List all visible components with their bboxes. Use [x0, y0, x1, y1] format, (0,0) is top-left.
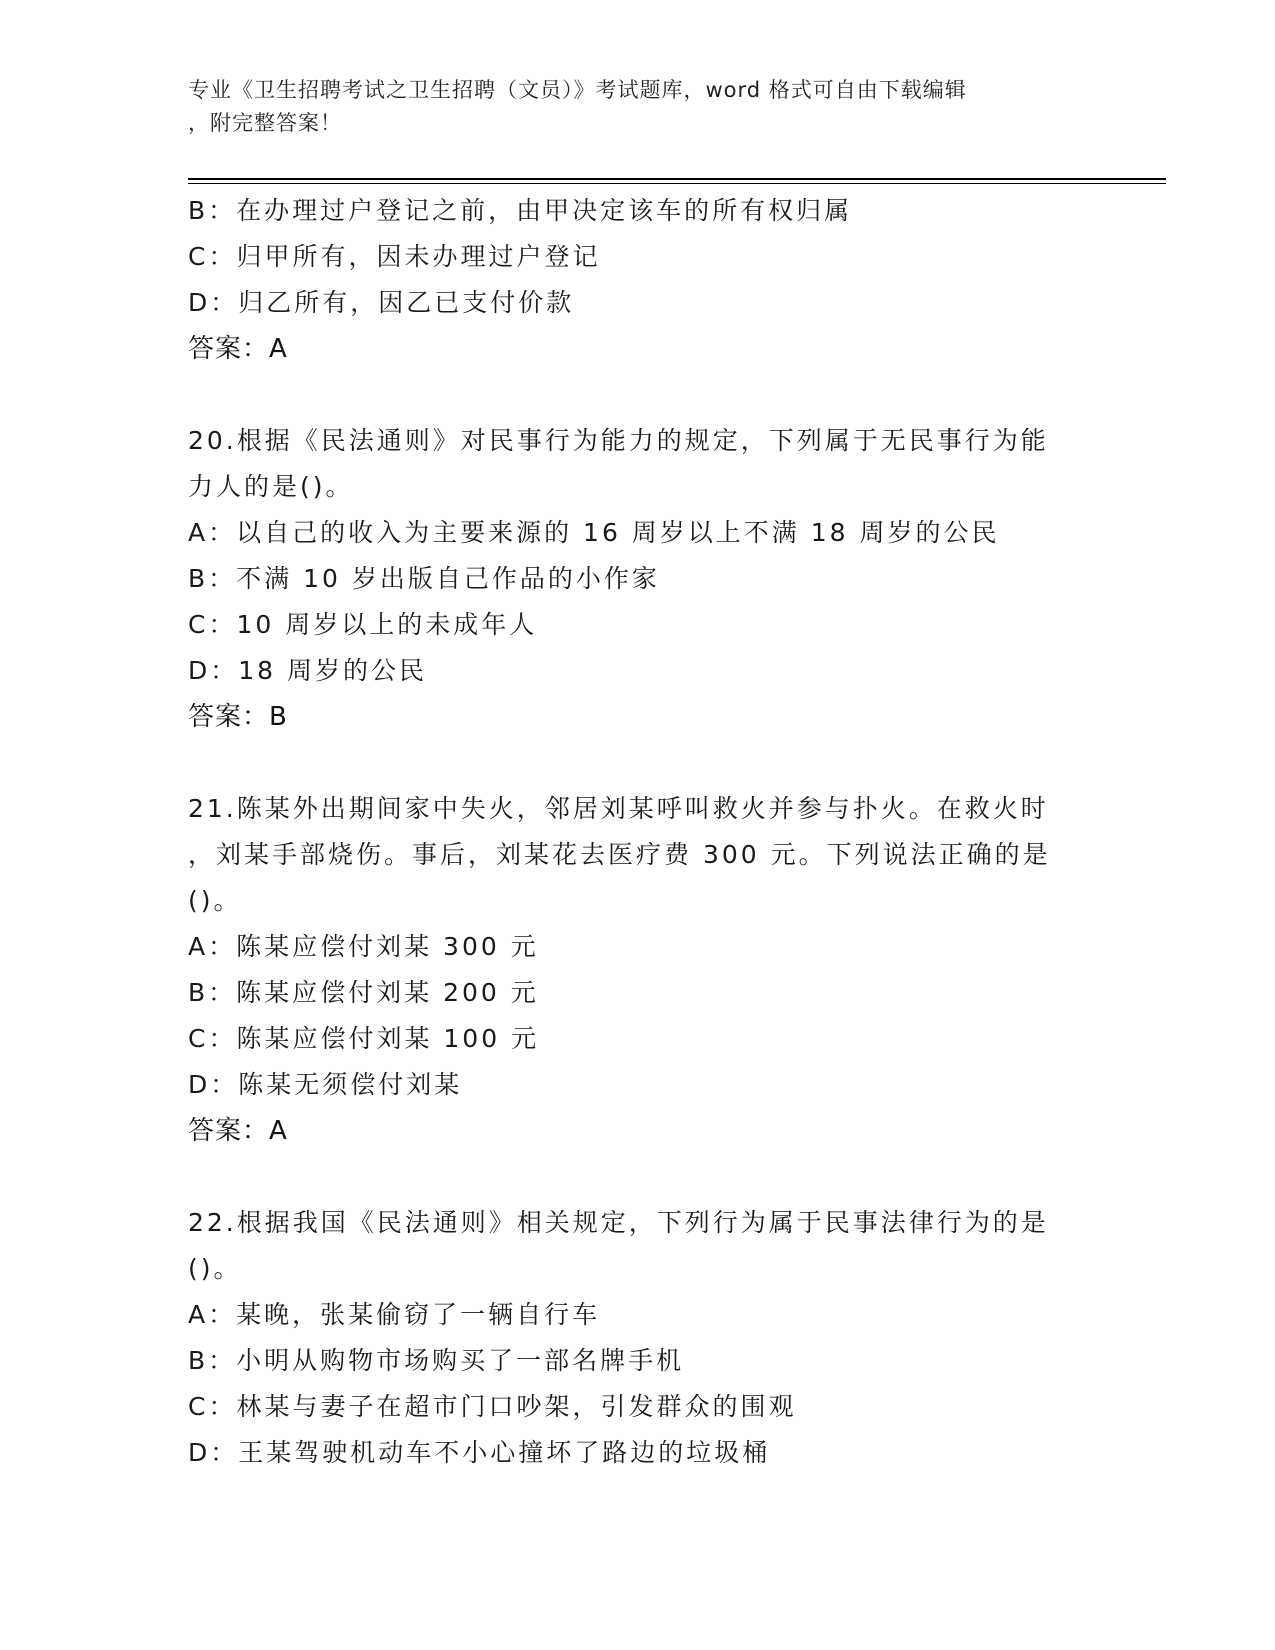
option-d: D：归乙所有，因乙已支付价款 [188, 288, 575, 317]
option-d: D：王某驾驶机动车不小心撞坏了路边的垃圾桶 [188, 1438, 771, 1467]
header-divider-thick [188, 178, 1166, 180]
option-a: A：以自己的收入为主要来源的 16 周岁以上不满 18 周岁的公民 [188, 518, 1000, 547]
option-c: C：陈某应偿付刘某 100 元 [188, 1024, 540, 1053]
answer-label: 答案：A [188, 1116, 288, 1146]
document-header [188, 74, 1078, 140]
option-b: B：小明从购物市场购买了一部名牌手机 [188, 1346, 685, 1375]
option-c: C：归甲所有，因未办理过户登记 [188, 242, 601, 271]
question-text-line: 20.根据《民法通则》对民事行为能力的规定，下列属于无民事行为能 [188, 426, 1049, 455]
question-content [188, 188, 1088, 1476]
question-text-line: ，刘某手部烧伤。事后，刘某花去医疗费 300 元。下列说法正确的是 [188, 840, 1051, 869]
answer-label: 答案：A [188, 334, 288, 364]
question-21 [188, 786, 1088, 1154]
question-text-line: 力人的是()。 [188, 472, 354, 501]
question-20 [188, 418, 1088, 740]
question-text-line: ()。 [188, 886, 242, 915]
option-b: B：不满 10 岁出版自己作品的小作家 [188, 564, 660, 593]
spacer [188, 740, 1088, 786]
header-divider-thin [188, 183, 1166, 184]
header-line-2: ，附完整答案！ [188, 111, 342, 135]
option-c: C：林某与妻子在超市门口吵架，引发群众的围观 [188, 1392, 797, 1421]
option-b: B：陈某应偿付刘某 200 元 [188, 978, 539, 1007]
spacer [188, 372, 1088, 418]
header-line-1: 专业《卫生招聘考试之卫生招聘（文员）》考试题库，word 格式可自由下载编辑 [188, 78, 967, 102]
option-a: A：某晚，张某偷窃了一辆自行车 [188, 1300, 601, 1329]
option-b: B：在办理过户登记之前，由甲决定该车的所有权归属 [188, 196, 853, 225]
question-19-tail [188, 188, 1088, 372]
question-22 [188, 1200, 1088, 1476]
spacer [188, 1154, 1088, 1200]
option-c: C：10 周岁以上的未成年人 [188, 610, 538, 639]
option-a: A：陈某应偿付刘某 300 元 [188, 932, 539, 961]
option-d: D：陈某无须偿付刘某 [188, 1070, 463, 1099]
answer-label: 答案：B [188, 702, 288, 732]
question-text-line: 22.根据我国《民法通则》相关规定，下列行为属于民事法律行为的是 [188, 1208, 1049, 1237]
question-text-line: ()。 [188, 1254, 242, 1283]
option-d: D：18 周岁的公民 [188, 656, 428, 685]
question-text-line: 21.陈某外出期间家中失火，邻居刘某呼叫救火并参与扑火。在救火时 [188, 794, 1049, 823]
